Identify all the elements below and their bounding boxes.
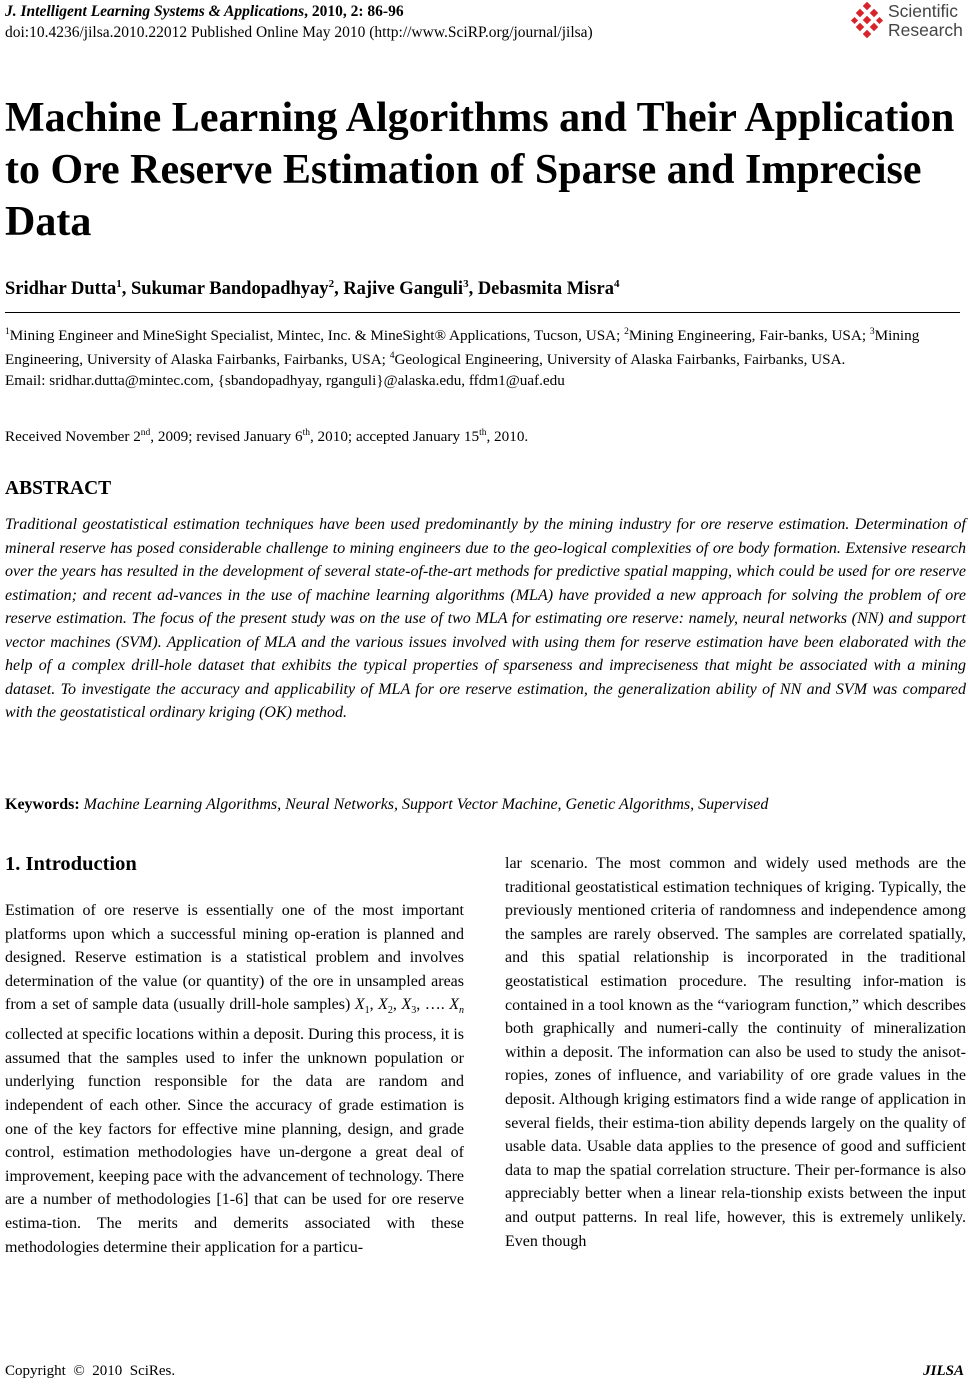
- abstract-text: ). Application of MLA and the various issues involved with using them for reserve estimation have been elaborated with the help of a complex drill-hole dataset that exhibits the typical properties of sparseness and impreciseness that might be associated with a mining dataset. To investigate the accuracy and applicability of MLA for ore reserve estimation, the generalization ability of NN and SVM was compared with the geostatistical ordinary kriging (: [5, 633, 967, 721]
- journal-name: J. Intelligent Learning Systems & Applications: [5, 3, 305, 20]
- abstract-text: ) have provided a new approach for solving the problem of ore reserve estimation. The focus of the present study was on the use of two MLA for estimating ore reserve: namely, neural networks (: [5, 586, 967, 627]
- author-sup: 4: [613, 278, 620, 290]
- ordinal-sup: th: [479, 428, 487, 438]
- email-line: Email: sridhar.dutta@mintec.com, {sbandopadhyay, rganguli}@alaska.edu, ffdm1@uaf.edu: [5, 372, 565, 390]
- keywords-label: Keywords: [5, 796, 75, 813]
- header-divider: [5, 312, 960, 313]
- abbr-svm: SVM: [121, 633, 153, 651]
- keywords-colon: :: [74, 796, 84, 813]
- math-var: X: [378, 996, 388, 1014]
- math-sub: 2: [387, 1005, 393, 1017]
- abbr-mla: MLA: [515, 586, 548, 604]
- received-dates: [5, 428, 528, 446]
- abstract-text: Traditional geostatistical estimation techniques have been used predominantly by the mining industry for ore reserve estimation. Determination of mineral reserve has posed considerable challenge to mining engineers due to the geo-logical complexities of ore body formation. Extensive research over the years has resulted in the development of several state-of-the-art methods for predictive spatial mapping, which could be used for ore reserve estimation; and recent ad-vances in the use of machine learning algorithms (: [5, 516, 966, 604]
- author-sup: 2: [328, 278, 335, 290]
- math-var: X: [401, 996, 412, 1014]
- affiliation-text: [5, 322, 965, 370]
- abstract-heading: ABSTRACT: [5, 478, 112, 499]
- received-text: Received November 2: [5, 428, 141, 446]
- paper-title: Machine Learning Algorithms and Their Application to Ore Reserve Estimation of Sparse and Imprecise Data: [5, 95, 955, 245]
- math-sep: ,: [392, 996, 402, 1014]
- abbr-nn: NN: [857, 610, 879, 627]
- affil-3: Mining Engineering, University of Alaska Fairbanks, Fairbanks, USA;: [5, 327, 920, 369]
- section-heading-introduction: 1. Introduction: [5, 853, 137, 875]
- affil-1: Mining Engineer and MineSight Specialist, Mintec, Inc. & MineSight® Applications, Tucson, USA;: [9, 327, 625, 345]
- abbr-ok: OK: [264, 704, 287, 721]
- ordinal-sup: nd: [140, 428, 151, 438]
- author-name: Sridhar Dutta: [5, 279, 117, 300]
- math-var: X: [354, 996, 365, 1014]
- abstract-text: ) and support vector machines (: [5, 610, 966, 651]
- keywords: [5, 793, 966, 817]
- affil-sup: 3: [869, 327, 875, 337]
- logo-line-research: Research: [888, 20, 963, 40]
- journal-volume: , 2010, 2: 86-96: [304, 3, 404, 20]
- author-name: Rajive Ganguli: [343, 279, 464, 300]
- intro-text: collected at specific locations within a deposit. During this process, it is assumed that the samples used to infer the unknown population or underlying function responsible for the data are random and independent of each other. Since the accuracy of grade estimation is one of the key factors for effective mine planning, design, and grade control, estimation methodologies have un-dergone a great deal of improvement, keeping pace with the advancement of technology. There are a number of methodologies [1-6] that can be used for ore reserve estima-tion. The merits and demerits associated with these methodologies determine their application for a particu-: [5, 1026, 465, 1256]
- author-name: Sukumar Bandopadhyay: [130, 279, 329, 300]
- affil-sup: 4: [389, 351, 395, 362]
- math-sub: 1: [364, 1005, 370, 1017]
- footer-journal: JILSA: [923, 1363, 964, 1379]
- intro-left-column: [5, 899, 464, 1259]
- author-sup: 3: [463, 278, 469, 290]
- journal-citation: [5, 3, 404, 21]
- accepted-text: , 2010; accepted January 15: [309, 428, 480, 446]
- intro-text: Estimation of ore reserve is essentially one of the most important platforms upon which a successful mining op-eration is planned and designed. Reserve estimation is a statistical problem and involves determination of the value (or quantity) of the ore in unsampled areas from a set of sample data (usually drill-hole samples): [5, 902, 464, 1014]
- keywords-text: Machine Learning Algorithms, Neural Networks, Support Vector Machine, Genetic Algorithms, Supervised: [83, 796, 769, 813]
- math-var: X: [449, 996, 460, 1014]
- affil-2: Mining Engineering, Fair-banks, USA;: [628, 327, 870, 345]
- affil-sup: 2: [624, 327, 629, 337]
- publisher-logo: [850, 2, 968, 42]
- abstract-text: ) method.: [286, 704, 348, 721]
- abstract-body: [5, 513, 966, 725]
- affil-4: Geological Engineering, University of Alaska Fairbanks, Fairbanks, USA.: [394, 351, 846, 369]
- math-sep: , ….: [416, 996, 450, 1014]
- footer-copyright: Copyright © 2010 SciRes.: [5, 1363, 176, 1379]
- revised-text: , 2009; revised January 6: [150, 428, 303, 446]
- year-text: , 2010.: [486, 428, 529, 446]
- affiliations: [5, 322, 965, 391]
- math-sub: 3: [411, 1005, 417, 1017]
- math-sep: ,: [369, 996, 379, 1014]
- logo-mark-icon: [850, 2, 886, 42]
- author-name: Debasmita Misra: [477, 279, 614, 300]
- author-sup: 1: [116, 278, 122, 290]
- ordinal-sup: th: [302, 428, 310, 438]
- intro-right-column: lar scenario. The most common and widely used methods are the traditional geostatistical estimation techniques of kriging. Typically, the previously mentioned criteria of randomness and independence among the samples are rarely observed. The samples are correlated spatially, and this spatial relationship is incorporated in the traditional geostatistical estimation procedure. The resulting infor-mation is contained in a tool known as the “variogram function,” which describes both graphically and numeri-cally the continuity of mineralization within a deposit. The information can also be used to study the anisot-ropies, zones of influence, and variability of ore grade values in the deposit. Although kriging estimators find a wide range of application in several fields, their estima-tion ability depends largely on the quality of usable data. Usable data applies to the presence of good and sufficient data to map the spatial correlation structure. Their per-formance is also appreciably better when a linear rela-tionship exists between the input and output patterns. In real life, however, this is extremely unlikely. Even though: [505, 855, 966, 1250]
- author-list: Sridhar Dutta$^1$, Sukumar Bandopadhyay$^2$, Rajive Ganguli$^3$, Debasmita Misra$^4$: [5, 278, 620, 300]
- logo-text: [888, 2, 963, 40]
- affil-sup: 1: [5, 327, 10, 337]
- logo-line-scientific: Scientific: [888, 1, 959, 21]
- doi-line: doi:10.4236/jilsa.2010.22012 Published Online May 2010 (http://www.SciRP.org/journal/jilsa): [5, 24, 593, 41]
- math-sub: n: [459, 1005, 465, 1017]
